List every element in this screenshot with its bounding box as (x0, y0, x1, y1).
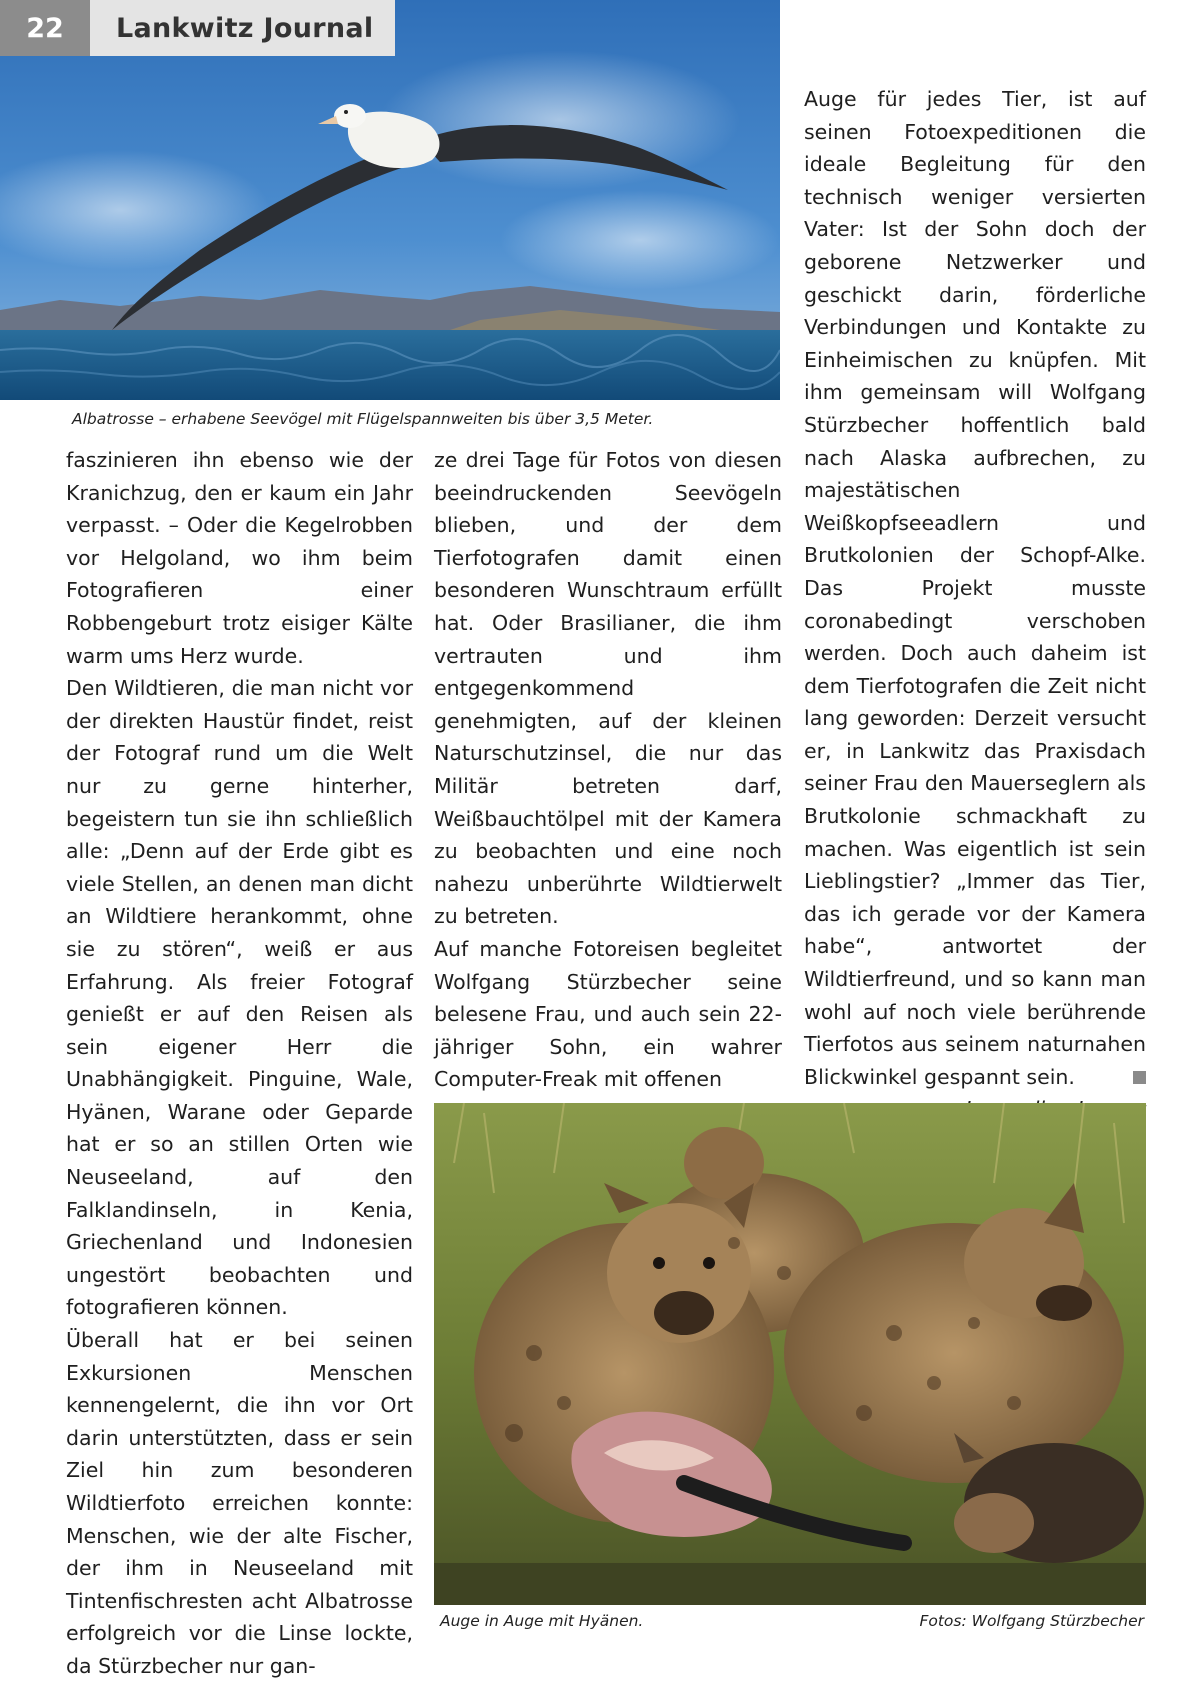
page-number: 22 (0, 0, 90, 56)
paragraph: Auf manche Fotoreisen begleitet Wolfgang Stürzbecher seine belesene Frau, und auch sein 22-jähriger Sohn, ein wahrer Computer-Freak mit offenen (434, 936, 782, 1092)
paragraph: faszinieren ihn ebenso wie der Kranichzug, den er kaum ein Jahr verpasst. – Oder die Kegelrobben vor Helgoland, wo ihm beim Fotografieren einer Robbengeburt trotz eisiger Kälte warm ums Herz wurde. (66, 448, 413, 668)
photo-credit: Fotos: Wolfgang Stürzbecher (919, 1612, 1144, 1630)
paragraph-text: Auge für jedes Tier, ist auf seinen Fotoexpeditionen die ideale Begleitung für den technisch weniger versierten Vater: Ist der Sohn doch der geborene Netzwerker und geschickt darin, förderliche Verbindungen und Kontakte zu Einheimischen zu knüpfen. Mit ihm gemeinsam will Wolfgang Stürzbecher hoffentlich bald nach Alaska aufbrechen, zu majestätischen Weißkopfseeadlern und Brutkolonien der Schopf-Alke. Das Projekt musste coronabedingt verschoben werden. Doch auch daheim ist dem Tierfotografen die Zeit nicht lang geworden: Derzeit versucht er, in Lankwitz das Praxisdach seiner Frau den Mauerseglern als Brutkolonie schmackhaft zu machen. Was eigentlich ist sein Lieblingstier? „Immer das Tier, das ich gerade vor der Kamera habe“, antwortet der Wildtierfreund, und so kann man wohl auf noch viele berührende Tierfotos aus seinem naturnahen Blickwinkel gespannt sein. (804, 87, 1146, 1089)
article-column-2 (434, 444, 782, 1096)
hyenas-photo (434, 1103, 1146, 1605)
albatross-photo (0, 0, 780, 400)
paragraph: Den Wildtieren, die man nicht vor der direkten Haustür findet, reist der Fotograf rund um die Welt nur zu gerne hinterher, begeistern tun sie ihn schließlich alle: „Denn auf der Erde gibt es viele Stellen, an denen man dicht an Wildtiere herankommt, ohne sie zu stören“, weiß er aus Erfahrung. Als freier Fotograf genießt er auf den Reisen als sein eigener Herr die Unabhängigkeit. Pinguine, Wale, Hyänen, Warane oder Geparde hat er so an stillen Orten wie Neuseeland, auf den Falklandinseln, in Kenia, Griechenland und Indonesien ungestört beobachten und fotografieren können. (66, 676, 413, 1320)
article-column-1 (66, 444, 413, 1683)
journal-title: Lankwitz Journal (90, 0, 395, 56)
paragraph (804, 83, 1146, 1093)
paragraph: Überall hat er bei seinen Exkursionen Menschen kennengelernt, die ihn vor Ort darin unterstützten, dass er sein Ziel hin zum besonderen Wildtierfoto erreichen konnte: Menschen, wie der alte Fischer, der ihm in Neuseeland mit Tintenfischresten acht Albatrosse erfolgreich vor die Linse lockte, da Stürzbecher nur gan- (66, 1328, 413, 1678)
end-of-article-icon (1133, 1071, 1146, 1084)
paragraph: ze drei Tage für Fotos von diesen beeindruckenden Seevögeln blieben, und der dem Tierfotografen damit einen besonderen Wunschtraum erfüllt hat. Oder Brasilianer, die ihm vertrauten und ihm entgegenkommend genehmigten, auf der kleinen Naturschutzinsel, die nur das Militär betreten darf, Weißbauchtölpel mit der Kamera zu beobachten und eine noch nahezu unberührte Wildtierwelt zu betreten. (434, 448, 782, 929)
page-header (0, 0, 395, 56)
albatross-caption: Albatrosse – erhabene Seevögel mit Flügelspannweiten bis über 3,5 Meter. (72, 410, 654, 428)
hyenas-caption: Auge in Auge mit Hyänen. (440, 1612, 644, 1630)
article-column-3 (804, 83, 1146, 1126)
